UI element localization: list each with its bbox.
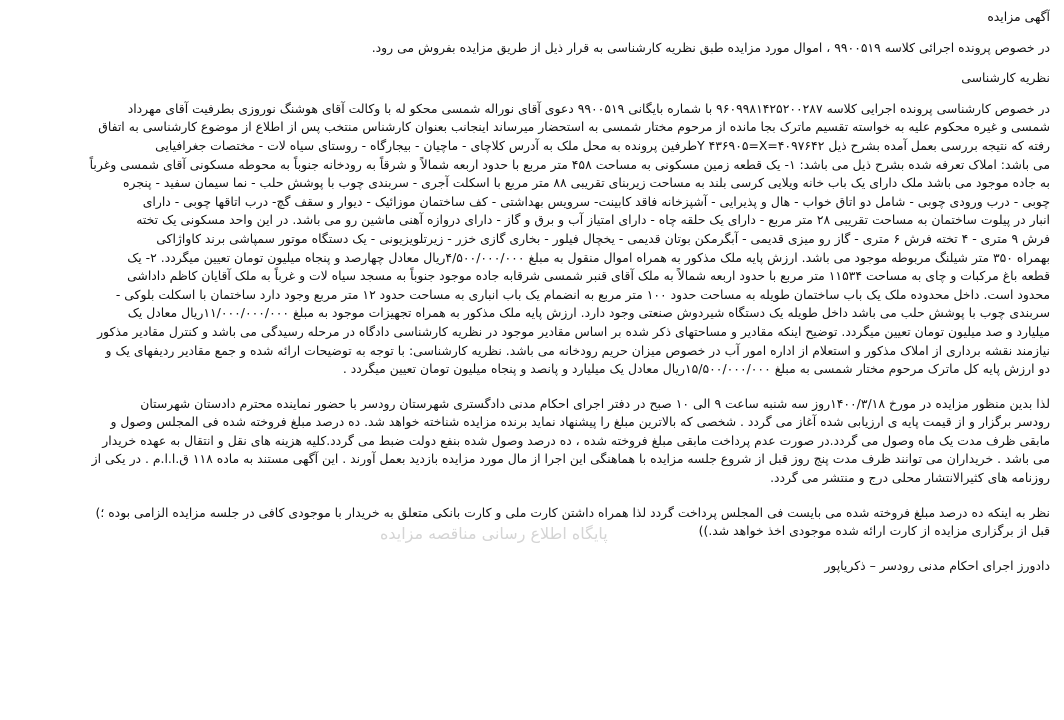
paragraph-line: بهمراه ۳۵۰ متر شیلنگ مربوطه موجود می باشد. ارزش پایه ملک مذکور به همراه اموال منقول به مبلغ ۴/۵۰۰/۰۰۰/۰۰۰ریال معادل چهارصد و پنجاه میلیون تومان تعیین میگردد. ۲- یک	[127, 249, 1050, 265]
site-watermark: پایگاه اطلاع رسانی مناقصه مزایده	[380, 524, 608, 543]
spacer	[12, 88, 1050, 100]
paragraph-line: لذا بدین منظور مزایده در مورخ ۱۴۰۰/۳/۱۸روز سه شنبه ساعت ۹ الی ۱۰ صبح در دفتر اجرای احکام مدنی دادگستری شهرستان رودسر با حضور نماینده محترم دادستان شهرستان	[140, 395, 1050, 411]
paragraph-line: چوبی - درب ورودی چوبی - شامل دو اتاق خواب - هال و پذیرایی - آشپزخانه فاقد کابینت- سرویس بهداشتی - کف ساختمان موزائیک - دیوار و سقف گچ- درب اتاقها چوبی - دارای	[142, 193, 1050, 209]
paragraph-line: رفته که نتیجه بررسی بعمل آمده بشرح ذیل ۴۰۹۷۶۴۲=Y ۴۳۶۹۰۵=Xطرفین پرونده به محل ملک به آدرس کلاچای - ماچیان - بیجارگاه - روستای سیاه لات - مختصات جغرافیایی	[155, 137, 1050, 153]
paragraph-line: فرش ۹ متری - ۴ تخته فرش ۶ متری - گاز رو میزی قدیمی - آبگرمکن بوتان قدیمی - یخچال فیلور - بخاری گازی خزر - زیرتلویزیونی - یک دستگاه موتور سمپاشی برند کاواژاکی	[156, 230, 1050, 246]
paragraph-line: محدود است. داخل محدوده ملک یک باب ساختمان طویله به مساحت حدود ۱۰۰ متر مربع به انضمام یک باب انباری به مساحت حدود ۱۲ متر مربع وجود دارد ساختمان با اسکلت بلوکی -	[115, 286, 1050, 302]
paragraph-line: نیازمند نقشه برداری از املاک مذکور و استعلام از اداره امور آب در خصوص میزان حریم رودخانه می باشد. نظریه کارشناسی: با توجه به توضیحات ارائه شده و جمع مقادیر ردیفهای یک و	[105, 342, 1050, 358]
spacer	[12, 379, 1050, 395]
signature-line: دادورز اجرای احکام مدنی رودسر – ذکریاپور	[824, 557, 1050, 573]
auction-details-paragraph	[12, 395, 1050, 488]
paragraph-line: شمسی و غیره محکوم علیه به خواسته تقسیم ماترک بجا مانده از مرحوم مختار شمسی به استحضار میرساند اینجانب بعنوان کارشناس منتخب پس از اطلاع از موضوع کارشناسی به اتفاق	[98, 119, 1050, 135]
paragraph-line: به جاده موجود می باشد ملک دارای یک باب خانه ویلایی کرسی بلند به مساحت زیربنای تقریبی ۸۸ متر مربع با اسکلت آجری - سربندی چوب با پوشش حلب - نما سیمان سفید - پنجره	[123, 175, 1050, 191]
notice-intro: در خصوص پرونده اجرائی کلاسه ۹۹۰۰۵۱۹ ، اموال مورد مزایده طبق نظریه کارشناسی به قرار ذیل از طریق مزایده بفروش می رود.	[371, 39, 1050, 55]
paragraph-line: دو ارزش پایه کل ماترک مرحوم مختار شمسی به مبلغ ۱۵/۵۰۰/۰۰۰/۰۰۰ریال معادل یک میلیارد و پانصد و پنجاه میلیون تومان تعیین میگردد .	[342, 361, 1050, 377]
paragraph-line: نظر به اینکه ده درصد مبلغ فروخته شده می بایست فی المجلس پرداخت گردد لذا همراه داشتن کارت ملی و کارت بانکی متعلق به خریدار با موجودی کافی در جلسه مزایده الزامی بوده ؛)	[95, 504, 1050, 520]
paragraph-line: قطعه باغ مرکبات و چای به مساحت ۱۱۵۳۴ متر مربع با حدود اربعه شمالاً به ملک آقای قنبر شمسی شرقابه جاده موجود جنوباً به مسجد سیاه لات و غرباً به ملک آقایان کاظم داداشی	[127, 268, 1050, 284]
spacer	[12, 27, 1050, 39]
paragraph-line: قبل از برگزاری مزایده از کارت ارائه شده موجودی اخذ خواهد شد.))	[698, 523, 1050, 539]
paragraph-line: در خصوص کارشناسی پرونده اجرایی کلاسه ۹۶۰۹۹۸۱۴۲۵۲۰۰۲۸۷ با شماره بایگانی ۹۹۰۰۵۱۹ دعوی آقای نوراله شمسی محکو له با وکالت آقای هوشنگ نوروزی بطرفیت آقای مهرداد	[127, 100, 1050, 116]
paragraph-line: سربندی چوب با پوشش حلب می باشد داخل طویله یک دستگاه شیردوش صنعتی وجود دارد. ارزش پایه ملک مذکور به همراه تجهیزات موجود به مبلغ ۱۱/۰۰۰/۰۰۰/۰۰۰ریال معادل یک	[127, 305, 1050, 321]
paragraph-line: مابقی ظرف مدت یک ماه وصول می گردد.در صورت عدم پرداخت مابقی مبلغ فروخته شده ، ده درصد وصول شده بنفع دولت ضبط می گردد.کلیه هزینه های نقل و انتقال به عهده خریدار	[102, 432, 1050, 448]
paragraph-line: می باشد . خریداران می توانند ظرف مدت پنج روز قبل از شروع جلسه مزایده با هماهنگی این اجرا از مال مورد مزایده بازدید بعمل آورند . این آگهی مستند به ماده ۱۱۸ ق.ا.ا.م . در یکی از	[91, 451, 1050, 467]
spacer	[12, 488, 1050, 504]
spacer	[12, 57, 1050, 69]
notice-title: آگهی مزایده	[987, 9, 1050, 24]
spacer	[12, 541, 1050, 557]
paragraph-line: انبار در پیلوت ساختمان به مساحت تقریبی ۲۸ متر مربع - دارای یک حلقه چاه - دارای امتیاز آب و برق و گاز - دارای دروازه آهنی ماشین رو می باشد. در این واحد مسکونی یک تخته	[136, 212, 1050, 228]
section-heading: نظریه کارشناسی	[961, 70, 1050, 86]
expert-opinion-paragraph	[12, 100, 1050, 379]
paragraph-line: می باشد: املاک تعرفه شده بشرح ذیل می باشد: ۱- یک قطعه زمین مسکونی به مساحت ۴۵۸ متر مربع با حدود اربعه شمالاً و شرقاً به رودخانه جنوباً به محوطه مسکونی آقای شمسی وغرباً	[89, 156, 1050, 172]
paragraph-line: رودسر برگزار و از قیمت پایه ی ارزیابی شده آغاز می گردد . شخصی که بالاترین مبلغ را پیشنهاد نماید برنده مزایده شناخته خواهد شد. ده درصد مبلغ فروخته شده فی المجلس وصول و	[110, 414, 1050, 430]
paragraph-line: روزنامه های کثیرالانتشار محلی درج و منتشر می گردد.	[770, 470, 1050, 486]
paragraph-line: میلیارد و صد میلیون تومان تعیین میگردد. توضیح اینکه مقادیر و مساحتهای ذکر شده بر اساس مقادیر موجود در نظریه کارشناسی دادگاه در مرحله رسیدگی می باشد و کنترل مقادیر مذکور	[97, 323, 1050, 339]
